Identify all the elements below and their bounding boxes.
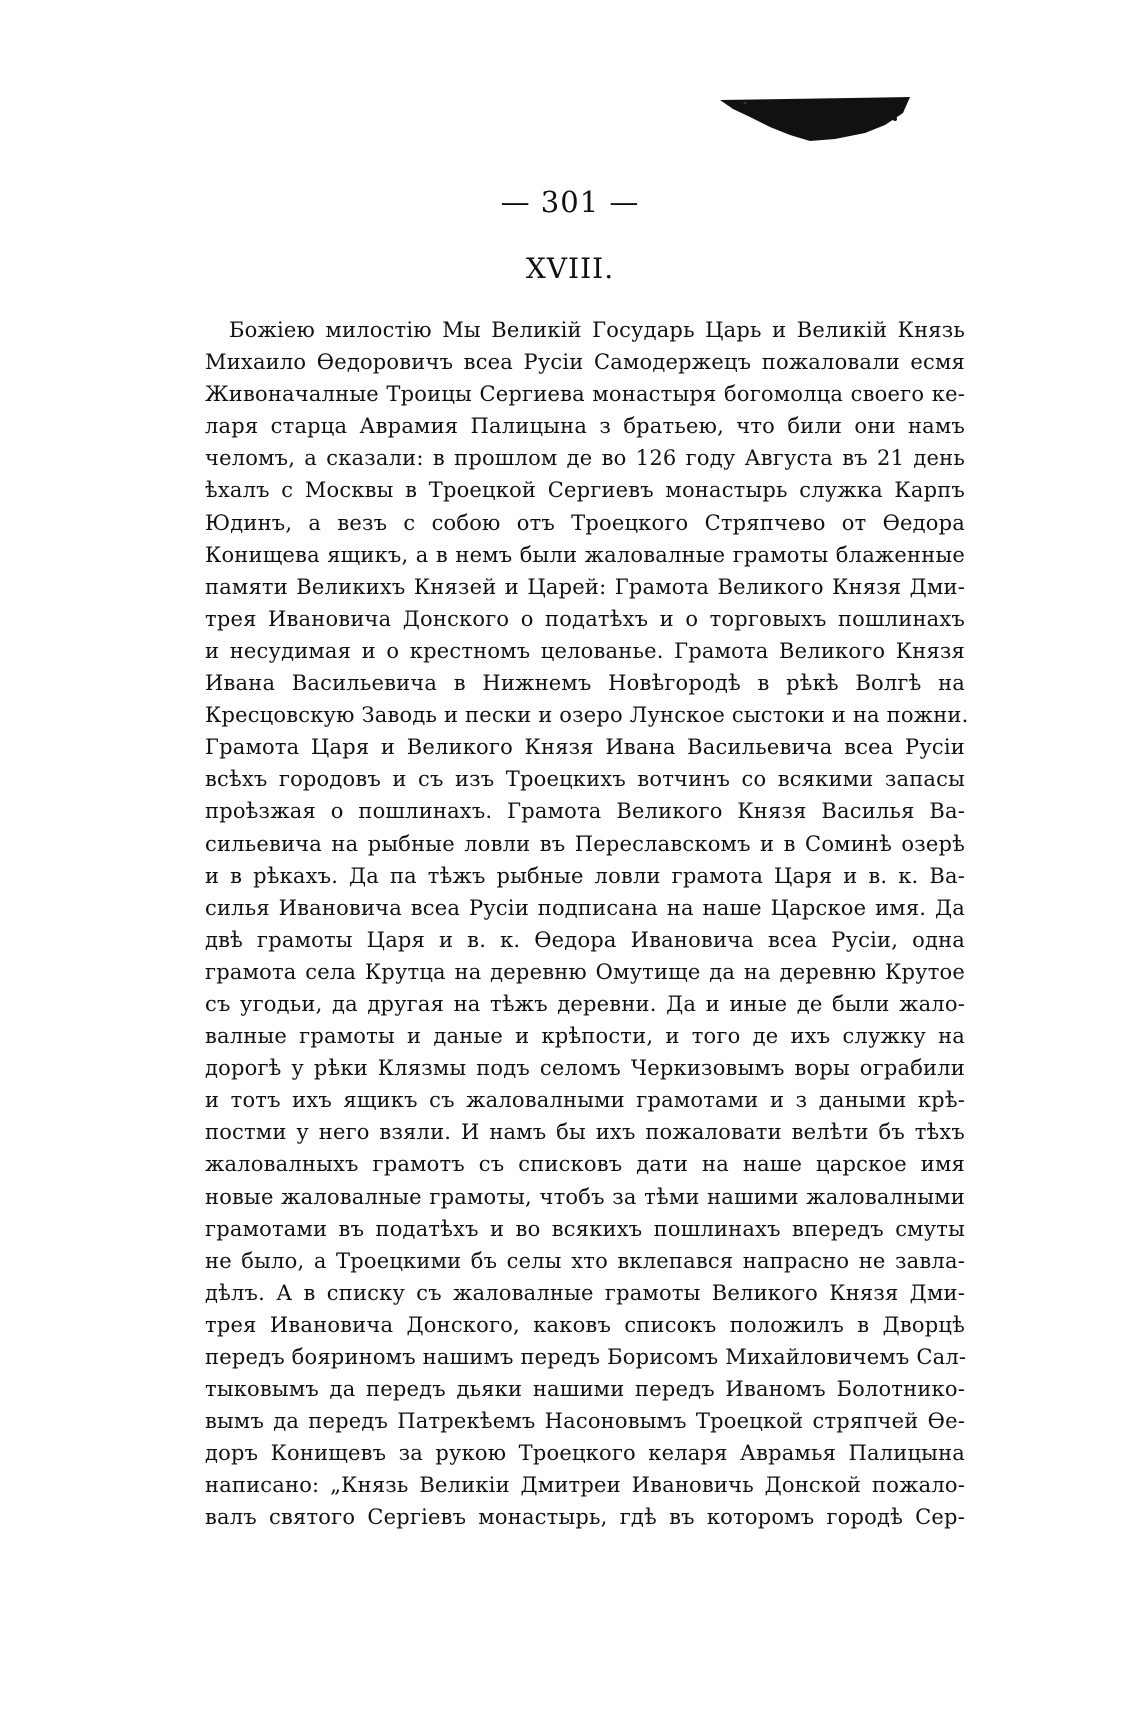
text-line: новые жаловалные грамоты, чтобъ за тѣми нашими жаловалными: [205, 1184, 965, 1209]
text-line: проѣзжая о пошлинахъ. Грамота Великого Князя Василья Ва-: [205, 799, 965, 824]
text-line: ларя старца Аврамия Палицына з братьею, что били они намъ: [205, 414, 965, 439]
text-line: дорогѣ у рѣки Клязмы подъ селомъ Черкизовымъ воры ограбили: [205, 1056, 965, 1081]
text-line: силья Ивановича всеа Русiи подписана на наше Царское имя. Да: [205, 895, 965, 920]
text-line: ѣхалъ с Москвы в Троецкой Сергиевъ монастырь служка Карпъ: [205, 478, 965, 503]
document-body: [205, 314, 969, 1534]
text-line: валъ святого Сергiевъ монастырь, гдѣ въ которомъ городѣ Сер-: [205, 1505, 965, 1530]
text-line: трея Ивановича Донского о податѣхъ и о торговыхъ пошлинахъ: [205, 606, 965, 631]
text-line: всѣхъ городовъ и съ изъ Троецкихъ вотчинъ со всякими запасы: [205, 767, 965, 792]
text-line: Кресцовскую Заводь и пески и озеро Лунское сыстоки и на пожни.: [205, 703, 969, 728]
text-line: тыковымъ да передъ дьяки нашими передъ Иваномъ Болотнико-: [205, 1377, 965, 1402]
text-line: Юдинъ, а везъ с собою отъ Троецкого Стряпчево от Ѳедора: [205, 510, 965, 535]
text-line: жаловалныхъ грамотъ съ списковъ дати на наше царское имя: [205, 1152, 965, 1177]
text-line: постми у него взяли. И намъ бы ихъ пожаловати велѣти бъ тѣхъ: [205, 1120, 965, 1145]
text-line: и в рѣкахъ. Да па тѣжъ рыбные ловли грамота Царя и в. к. Ва-: [205, 863, 965, 888]
text-line: и тотъ ихъ ящикъ съ жаловалными грамотами и з даными крѣ-: [205, 1088, 965, 1113]
text-line: Грамота Царя и Великого Князя Ивана Васильевича всеа Русiи: [205, 735, 965, 760]
text-line: передъ бояриномъ нашимъ передъ Борисомъ Михайловичемъ Сал-: [205, 1345, 967, 1369]
text-line: вымъ да передъ Патрекѣемъ Насоновымъ Троецкой стряпчей Ѳе-: [205, 1409, 965, 1434]
text-line: дѣлъ. А в списку съ жаловалные грамоты Великого Князя Дми-: [205, 1280, 965, 1305]
text-line: съ угодьи, да другая на тѣжъ деревни. Да и иные де были жало-: [205, 991, 965, 1016]
text-line: написано: „Князь Великiи Дмитреи Ивановичь Донской пожало-: [205, 1473, 965, 1498]
text-line: Божiею милостiю Мы Великiй Государь Царь и Великiй Князь: [229, 318, 965, 342]
text-line: двѣ грамоты Царя и в. к. Ѳедора Ивановича всеа Русiи, одна: [205, 927, 965, 952]
text-line: доръ Конищевъ за рукою Троецкого келаря Аврамья Палицына: [205, 1441, 965, 1466]
text-line: трея Ивановича Донского, каковъ списокъ положилъ в Дворцѣ: [205, 1312, 965, 1337]
text-line: Конищева ящикъ, а в немъ были жаловалные грамоты блаженные: [205, 542, 965, 567]
text-line: Михаило Ѳедоровичъ всеа Русiи Самодержецъ пожаловали есмя: [205, 350, 965, 375]
text-line: грамотами въ податѣхъ и во всякихъ пошлинахъ впередъ смуты: [205, 1216, 965, 1241]
text-line: Ивана Васильевича в Нижнемъ Новѣгородѣ в рѣкѣ Волгѣ на: [205, 671, 965, 696]
text-line: и несудимая и о крестномъ целованье. Грамота Великого Князя: [205, 638, 965, 663]
text-line: валные грамоты и даные и крѣпости, и того де ихъ служку на: [205, 1024, 965, 1049]
section-heading: XVIII.: [525, 252, 615, 285]
ink-blot-mark: [715, 95, 915, 145]
text-line: Живоначалные Троицы Сергиева монастыря богомолца своего ке-: [205, 382, 965, 407]
text-line: памяти Великихъ Князей и Царей: Грамота Великого Князя Дми-: [205, 574, 965, 599]
text-line: не было, а Троецкими бъ селы хто вклепався напрасно не завла-: [205, 1248, 965, 1273]
text-line: челомъ, а сказали: в прошлом де во 126 году Августа въ 21 день: [205, 446, 965, 471]
text-line: грамота села Крутца на деревню Омутище да на деревню Крутое: [205, 959, 965, 984]
page-number: — 301 —: [500, 185, 640, 219]
text-line: сильевича на рыбные ловли въ Переславскомъ и в Соминѣ озерѣ: [205, 831, 965, 856]
